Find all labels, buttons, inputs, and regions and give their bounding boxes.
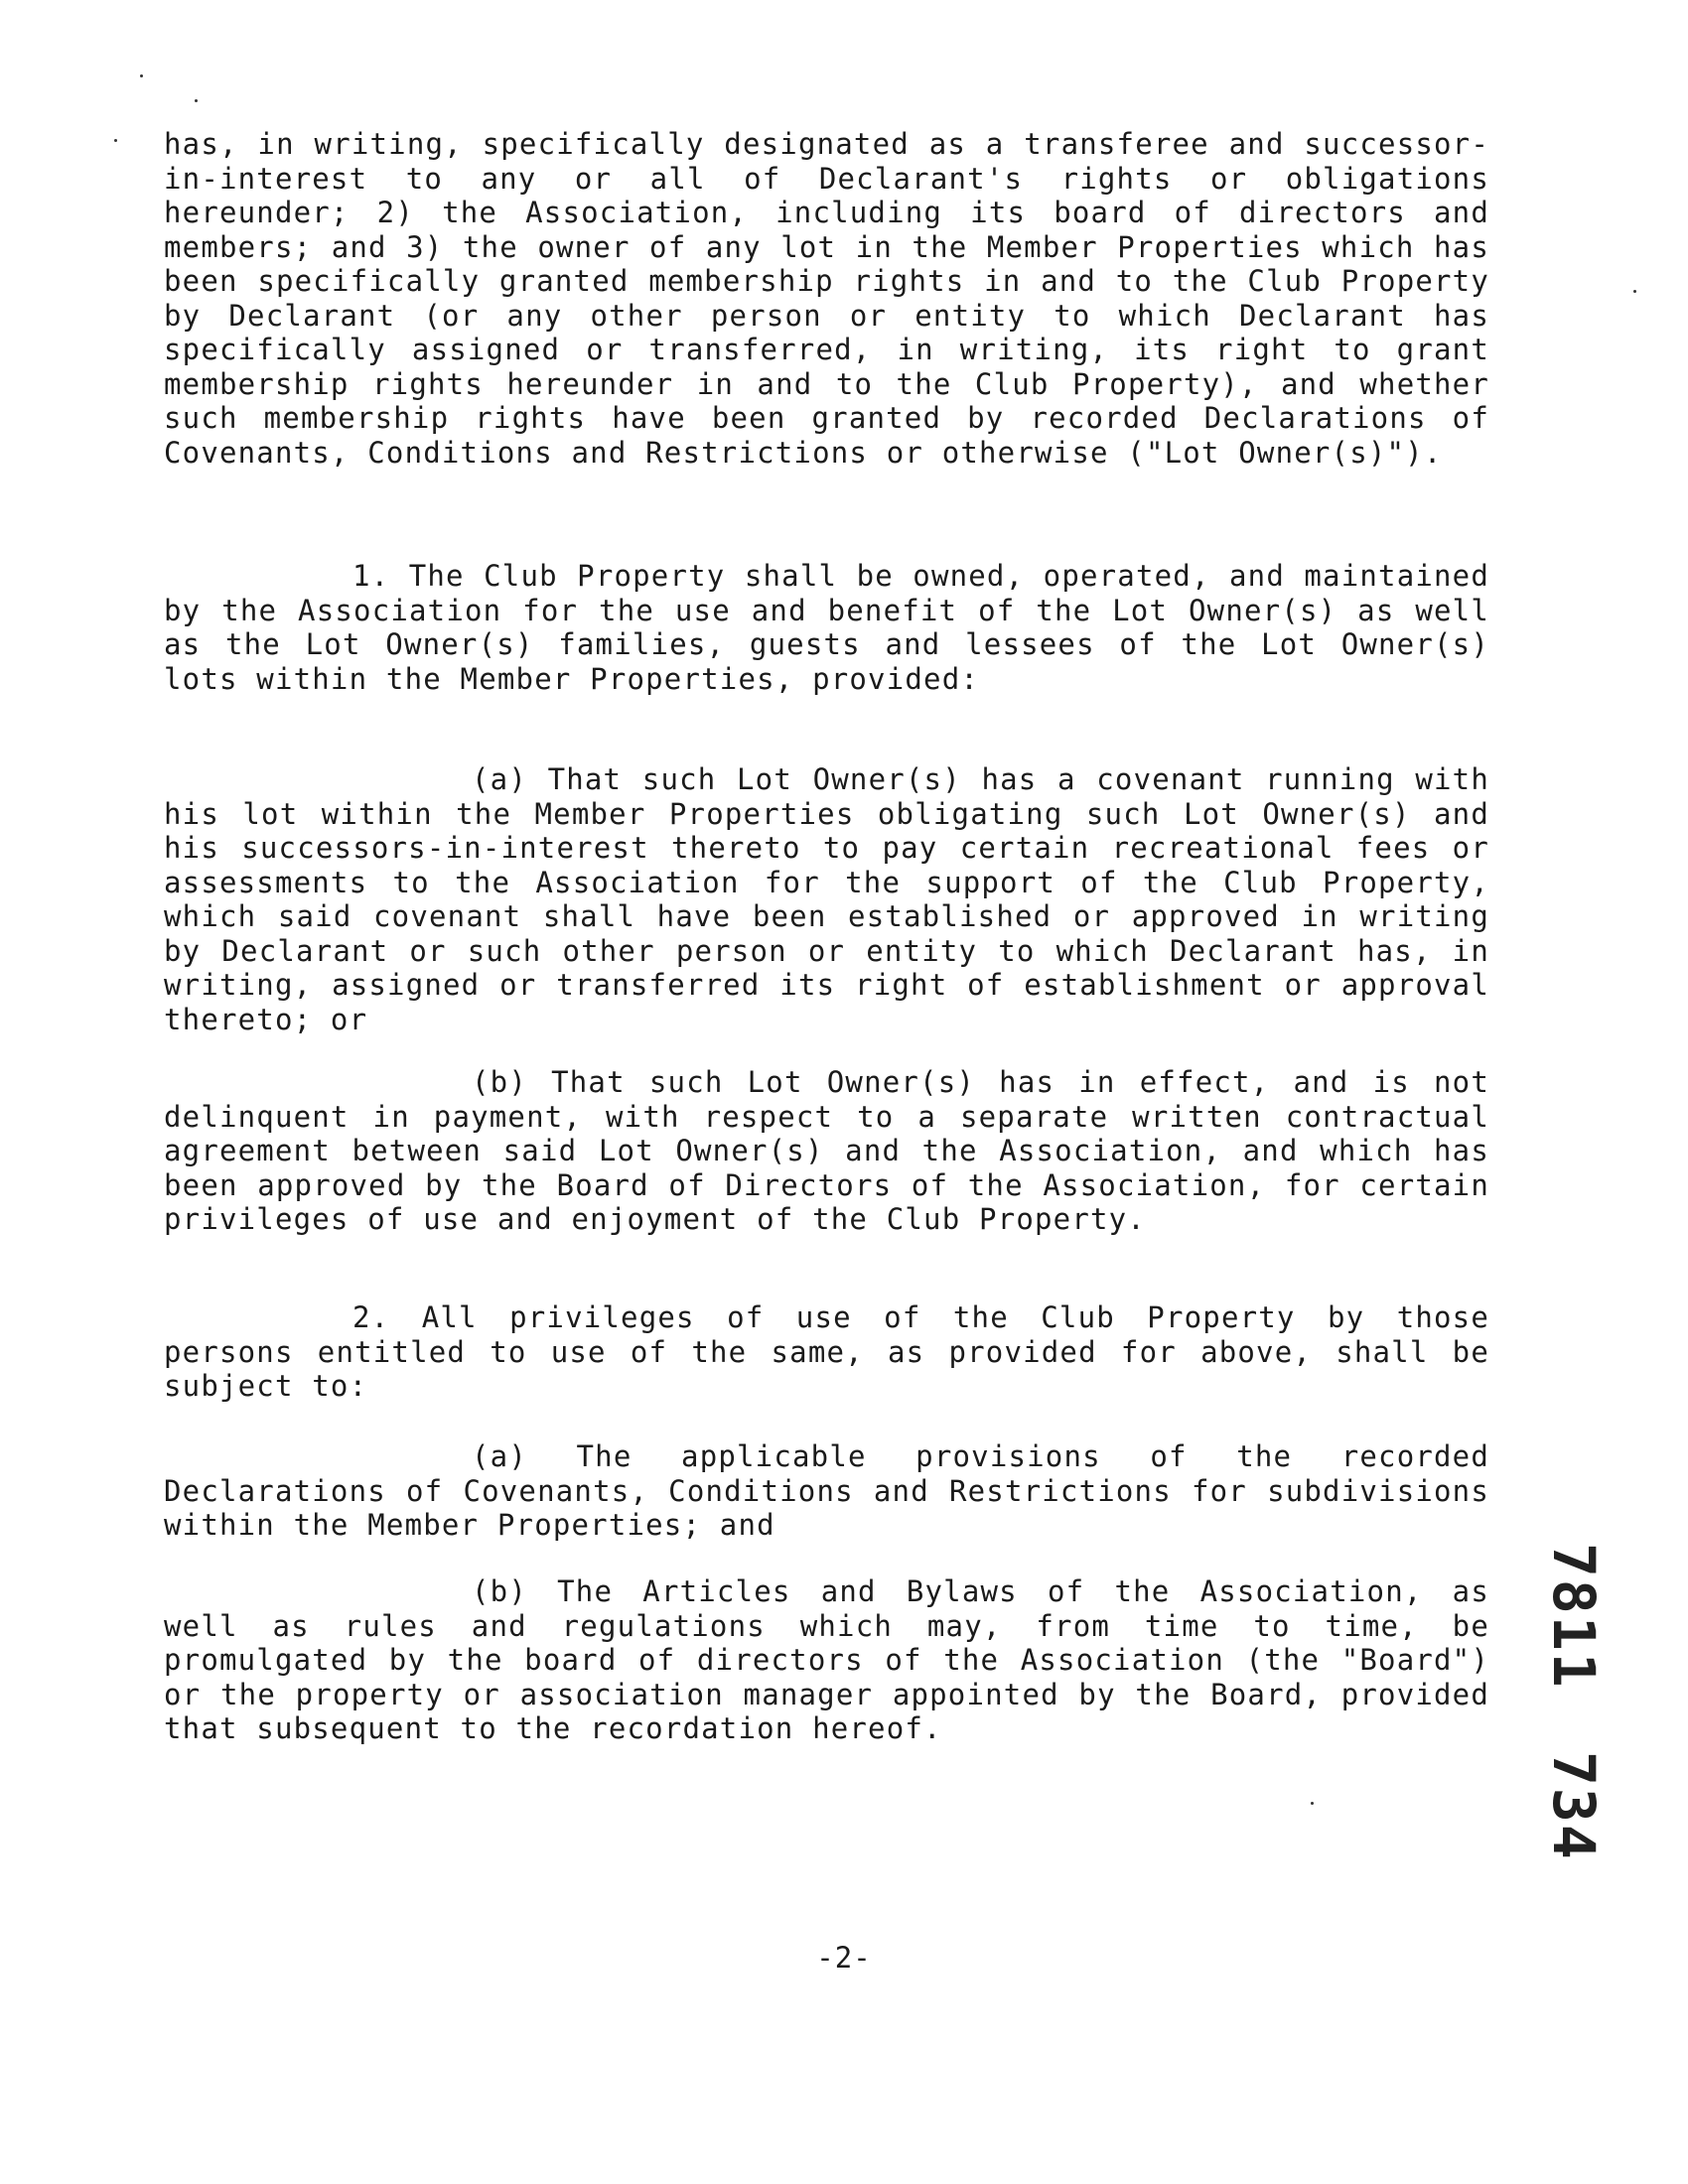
scan-speck (195, 99, 198, 102)
recording-stamp-book: 7811 (1540, 1543, 1608, 1690)
paragraph-item-1b-text: (b) That such Lot Owner(s) has in effect, and is not delinquent in payment, with respect to a separate written contractual agreement between said Lot Owner(s) and the Association, and which has been approved by the Board of Directors of the Association, for certain privileges of use and enjoyment of the Club Property. (164, 1065, 1489, 1236)
paragraph-item-1-text: 1. The Club Property shall be owned, operated, and maintained by the Association for the use and benefit of the Lot Owner(s) as well as the Lot Owner(s) families, guests and lessees of the Lot Owner(s) lots within the Member Properties, provided: (164, 559, 1489, 696)
paragraph-item-2 (164, 1300, 1489, 1404)
scan-speck (114, 139, 117, 142)
paragraph-item-1a (164, 762, 1489, 1036)
paragraph-item-2a (164, 1439, 1489, 1543)
paragraph-item-1 (164, 559, 1489, 696)
scan-speck (1633, 290, 1636, 293)
paragraph-item-2-text: 2. All privileges of use of the Club Property by those persons entitled to use of the same, as provided for above, shall be subject to: (164, 1300, 1489, 1403)
paragraph-intro-text: has, in writing, specifically designated as a transferee and successor-in-interest to any or all of Declarant's rights or obligations hereunder; 2) the Association, including its board of directors and members; and 3) the owner of any lot in the Member Properties which has been specifically granted membership rights in and to the Club Property by Declarant (or any other person or entity to which Declarant has specifically assigned or transferred, in writing, its right to grant membership rights hereunder in and to the Club Property), and whether such membership rights have been granted by recorded Declarations of Covenants, Conditions and Restrictions or otherwise ("Lot Owner(s)"). (164, 127, 1489, 470)
paragraph-item-1a-text: (a) That such Lot Owner(s) has a covenant running with his lot within the Member Properties obligating such Lot Owner(s) and his successors-in-interest thereto to pay certain recreational fees or assessments to the Association for the support of the Club Property, which said covenant shall have been established or approved in writing by Declarant or such other person or entity to which Declarant has, in writing, assigned or transferred its right of establishment or approval thereto; or (164, 762, 1489, 1036)
paragraph-item-2b-text: (b) The Articles and Bylaws of the Association, as well as rules and regulations which may, from time to time, be promulgated by the board of directors of the Association (the "Board") or the property or association manager appointed by the Board, provided that subsequent to the recordation hereof. (164, 1574, 1489, 1745)
scan-speck (1311, 1802, 1314, 1805)
scan-speck (140, 74, 143, 77)
recording-stamp-page: 734 (1540, 1751, 1608, 1861)
page-number: -2- (816, 1941, 872, 1975)
paragraph-item-2a-text: (a) The applicable provisions of the recorded Declarations of Covenants, Conditions and Restrictions for subdivisions within the Member Properties; and (164, 1439, 1489, 1542)
paragraph-intro (164, 127, 1489, 470)
paragraph-item-1b (164, 1065, 1489, 1237)
paragraph-item-2b (164, 1574, 1489, 1746)
